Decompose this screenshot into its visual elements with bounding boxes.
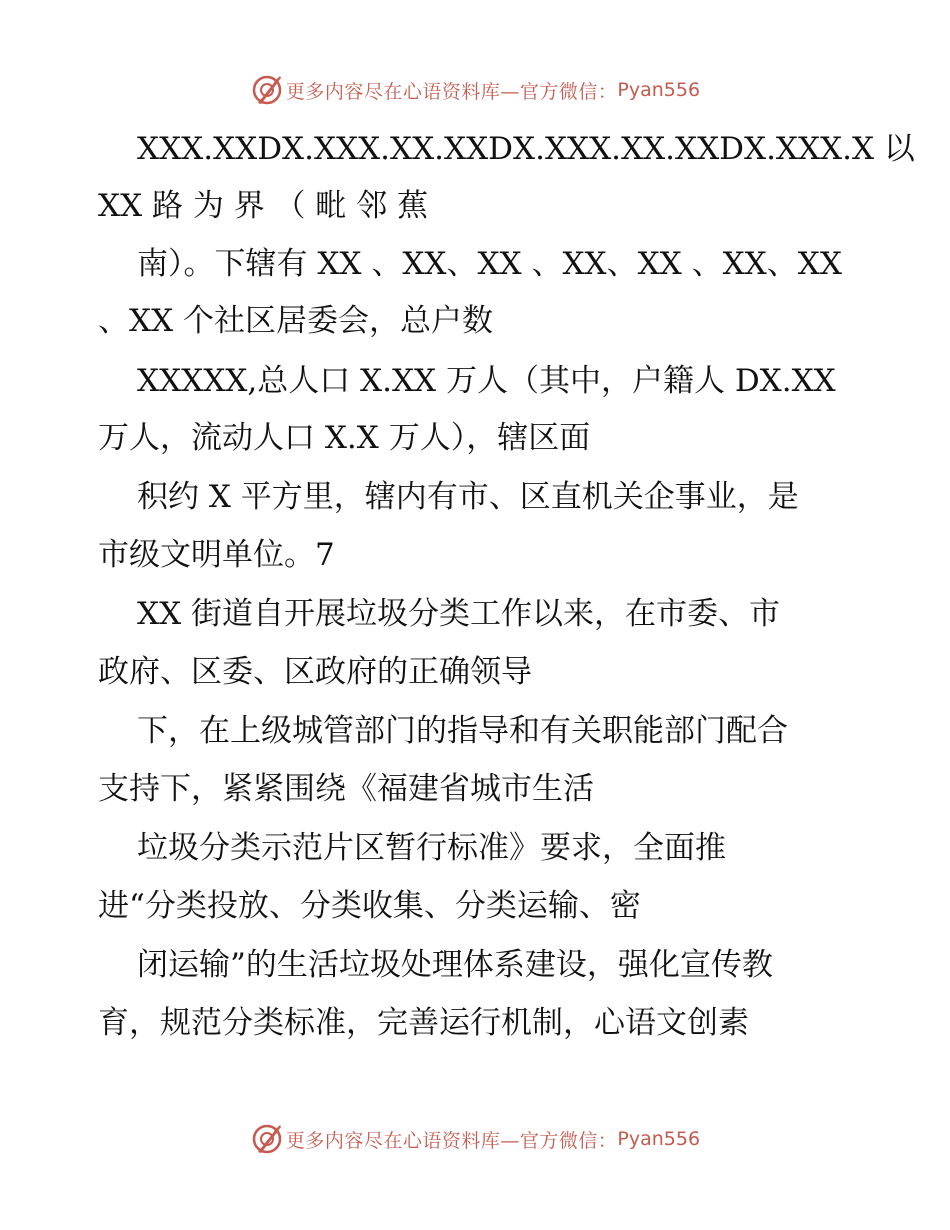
text-line: 南）。下辖有 XX 、XX、XX 、XX、XX 、XX、XX [137,246,842,282]
text-line: 政府、区委、区政府的正确领导 [98,654,532,690]
text-line: 进“分类投放、分类收集、分类运输、密 [98,888,641,924]
text-line: 育，规范分类标准，完善运行机制，心语文创素 [98,1005,749,1041]
banner-wechat-id: Pyan556 [617,1128,701,1150]
text-line: 万人，流动人口 X.X 万人），辖区面 [98,420,591,456]
text-line: XX 路 为 界 （ 毗 邻 蕉 [98,188,429,224]
quill-logo-icon [250,73,284,107]
text-line: 市级文明单位。7 [98,537,335,573]
text-line: XXXXX,总人口 X.XX 万人（其中，户籍人 DX.XX [137,363,836,399]
text-line: 下，在上级城管部门的指导和有关职能部门配合 [137,713,788,749]
banner-text: 更多内容尽在心语资料库—官方微信： [285,80,618,103]
text-line: 闭运输”的生活垃圾处理体系建设，强化宣传教 [137,947,773,983]
text-line: 支持下，紧紧围绕《福建省城市生活 [98,771,594,807]
text-line: 积约 X 平方里，辖内有市、区直机关企事业，是 [137,479,799,515]
text-line: XXX.XXDX.XXX.XX.XXDX.XXX.XX.XXDX.XXX.X 以 [137,131,915,167]
text-line: 、XX 个社区居委会，总户数 [98,303,493,339]
header-banner [0,70,950,110]
text-line: 垃圾分类示范片区暂行标准》要求，全面推 [137,830,726,866]
footer-banner [0,1119,950,1159]
banner-wechat-id: Pyan556 [617,79,701,101]
banner-text: 更多内容尽在心语资料库—官方微信： [285,1129,618,1152]
quill-logo-icon [250,1122,284,1156]
text-line: XX 街道自开展垃圾分类工作以来，在市委、市 [137,596,780,632]
